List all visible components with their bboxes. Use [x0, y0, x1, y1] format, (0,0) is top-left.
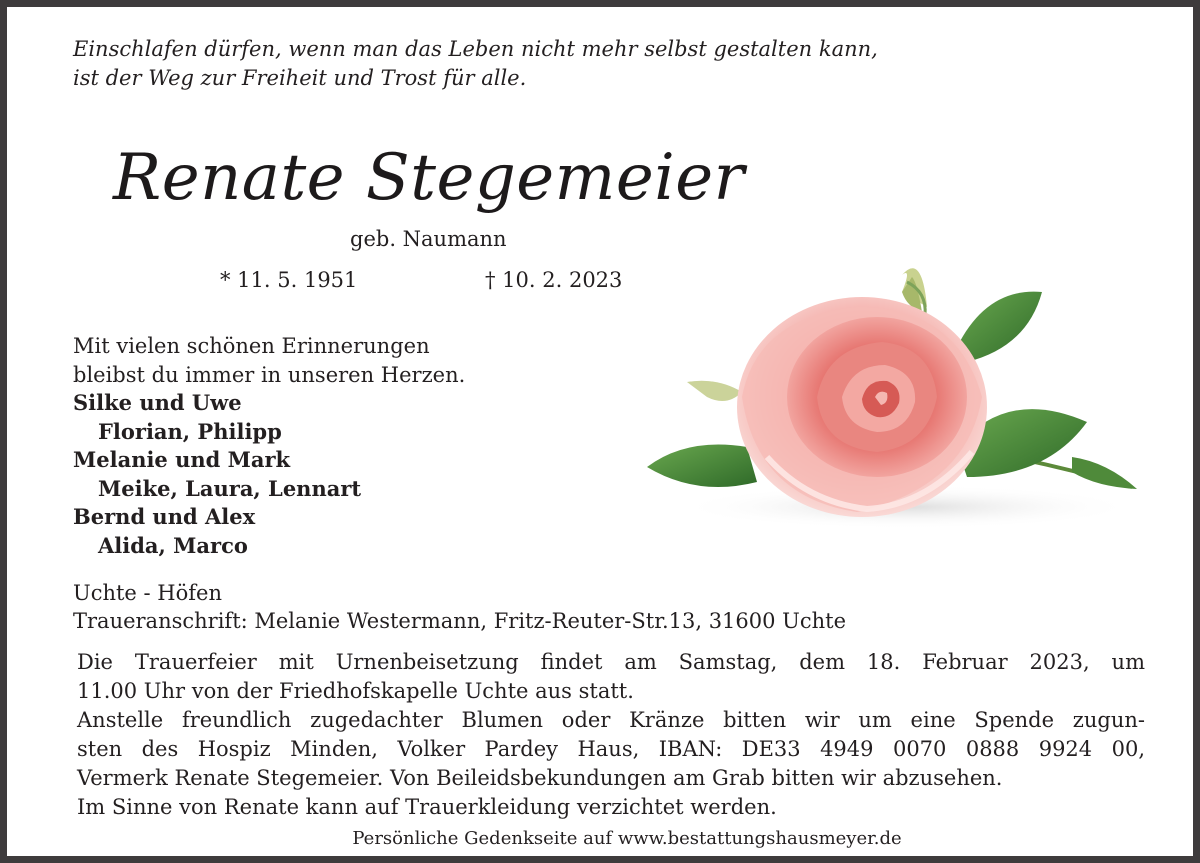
motto-line-2: ist der Weg zur Freiheit und Trost für alle.: [73, 66, 527, 90]
family-children: Meike, Laura, Lennart: [98, 475, 362, 501]
ceremony-line-1: Die Trauerfeier mit Urnenbeisetzung findet am Samstag, dem 18. Februar 2023, um: [77, 650, 1145, 674]
birth-date: * 11. 5. 1951: [220, 268, 358, 292]
sepal-left: [687, 381, 742, 401]
family-children: Alida, Marco: [98, 532, 248, 558]
deceased-name: Renate Stegemeier: [113, 141, 745, 215]
memorial-page-link: Persönliche Gedenkseite auf www.bestattungshausmeyer.de: [352, 828, 902, 849]
death-date: † 10. 2. 2023: [485, 268, 623, 292]
family-parents: Bernd und Alex: [73, 504, 256, 529]
motto-quote: [73, 35, 878, 93]
ceremony-line-3: Anstelle freundlich zugedachter Blumen oder Kränze bitten wir um eine Spende zugun-: [77, 708, 1145, 732]
memories-text: [73, 332, 465, 390]
memories-line-1: Mit vielen schönen Erinnerungen: [73, 334, 430, 358]
ceremony-line-4: sten des Hospiz Minden, Volker Pardey Haus, IBAN: DE33 4949 0070 0888 9924 00,: [77, 737, 1145, 761]
maiden-name: geb. Naumann: [350, 227, 507, 251]
ceremony-line-2: 11.00 Uhr von der Friedhofskapelle Uchte aus statt.: [77, 679, 634, 703]
mourning-address: Traueranschrift: Melanie Westermann, Fritz-Reuter-Str.13, 31600 Uchte: [73, 609, 847, 633]
leaf-tip: [1072, 457, 1137, 489]
leaf-left: [647, 445, 757, 488]
family-children: Florian, Philipp: [98, 418, 282, 444]
place-name: Uchte - Höfen: [73, 581, 222, 605]
ceremony-line-5: Vermerk Renate Stegemeier. Von Beileidsbekundungen am Grab bitten wir abzusehen.: [77, 766, 1003, 790]
motto-line-1: Einschlafen dürfen, wenn man das Leben nicht mehr selbst gestalten kann,: [73, 37, 878, 61]
mourners-list: [73, 389, 361, 560]
ceremony-line-6: Im Sinne von Renate kann auf Trauerkleidung verzichtet werden.: [77, 795, 777, 819]
family-parents: Melanie und Mark: [73, 447, 291, 472]
memories-line-2: bleibst du immer in unseren Herzen.: [73, 363, 466, 387]
rose-image: [627, 247, 1147, 537]
ceremony-text: [77, 648, 1145, 822]
family-parents: Silke und Uwe: [73, 390, 242, 415]
